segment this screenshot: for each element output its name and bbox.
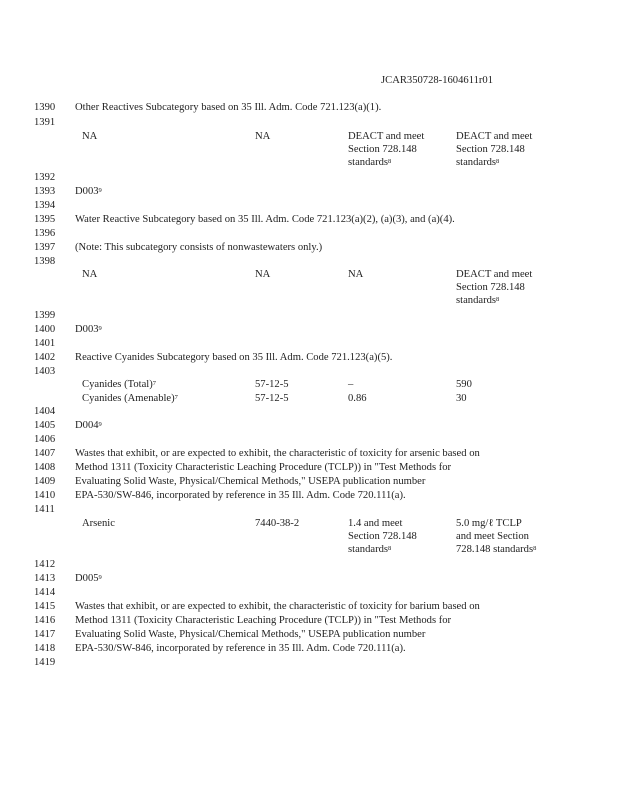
line-number: 1406 (34, 434, 56, 445)
paragraph-line: EPA-530/SW-846, incorporated by reference in 35 Ill. Adm. Code 720.111(a). (75, 490, 406, 501)
paragraph-line: Wastes that exhibit, or are expected to exhibit, the characteristic of toxicity for barium based on (75, 601, 480, 612)
line-number: 1397 (34, 242, 56, 253)
line-number: 1393 (34, 186, 56, 197)
table-cell: Arsenic (82, 518, 115, 529)
line-number: 1416 (34, 615, 56, 626)
line-number: 1403 (34, 366, 56, 377)
line-number: 1392 (34, 172, 56, 183)
waste-code: $D003^9$ (75, 186, 102, 197)
line-number: 1408 (34, 462, 56, 473)
table-cell: NA (348, 269, 364, 280)
line-number: 1400 (34, 324, 56, 335)
table-cell: 0.86 (348, 393, 367, 404)
line-number: 1399 (34, 310, 56, 321)
line-number: 1419 (34, 657, 56, 668)
line-number: 1412 (34, 559, 56, 570)
section-heading: Reactive Cyanides Subcategory based on 35 Ill. Adm. Code 721.123(a)(5). (75, 352, 393, 363)
waste-code: $D005^9$ (75, 573, 102, 584)
table-cell: NA (82, 269, 98, 280)
line-number: 1413 (34, 573, 56, 584)
waste-code: $D004^9$ (75, 420, 102, 431)
table-cell: – (348, 379, 354, 390)
line-number: 1415 (34, 601, 56, 612)
line-number: 1401 (34, 338, 56, 349)
line-number: 1395 (34, 214, 56, 225)
table-cell: Cyanides (Total)$^7$ (82, 379, 156, 390)
table-cell: 1.4 and meet Section 728.148 standards$^8$ (348, 518, 417, 555)
table-cell: NA (255, 131, 271, 142)
line-number: 1396 (34, 228, 56, 239)
line-number: 1404 (34, 406, 56, 417)
line-number: 1405 (34, 420, 56, 431)
line-number: 1398 (34, 256, 56, 267)
table-cell: 5.0 mg/ℓ TCLP and meet Section 728.148 standards$^8$ (456, 518, 537, 555)
waste-code: $D003^9$ (75, 324, 102, 335)
paragraph-line: Evaluating Solid Waste, Physical/Chemical Methods," USEPA publication number (75, 476, 426, 487)
line-number: 1411 (34, 504, 55, 515)
table-cell: 57-12-5 (255, 393, 289, 404)
line-number: 1414 (34, 587, 56, 598)
table-cell: NA (255, 269, 271, 280)
line-number: 1391 (34, 117, 56, 128)
line-number: 1402 (34, 352, 56, 363)
line-number: 1417 (34, 629, 56, 640)
paragraph-line: EPA-530/SW-846, incorporated by reference in 35 Ill. Adm. Code 720.111(a). (75, 643, 406, 654)
line-number: 1418 (34, 643, 56, 654)
table-cell: 57-12-5 (255, 379, 289, 390)
table-cell: DEACT and meet Section 728.148 standards$^8$ (456, 131, 533, 168)
paragraph-line: Method 1311 (Toxicity Characteristic Leaching Procedure (TCLP)) in "Test Methods for (75, 462, 452, 473)
line-number: 1394 (34, 200, 56, 211)
line-number: 1409 (34, 476, 56, 487)
line-number: 1410 (34, 490, 56, 501)
table-cell: 590 (456, 379, 472, 390)
table-cell: 7440-38-2 (255, 518, 300, 529)
section-heading: Water Reactive Subcategory based on 35 Ill. Adm. Code 721.123(a)(2), (a)(3), and (a)(4). (75, 214, 455, 225)
table-cell: DEACT and meet Section 728.148 standards$^8$ (456, 269, 533, 306)
paragraph-line: Evaluating Solid Waste, Physical/Chemical Methods," USEPA publication number (75, 629, 426, 640)
paragraph-line: Method 1311 (Toxicity Characteristic Leaching Procedure (TCLP)) in "Test Methods for (75, 615, 452, 626)
line-number: 1390 (34, 102, 56, 113)
table-cell: NA (82, 131, 98, 142)
table-cell: DEACT and meet Section 728.148 standards$^8$ (348, 131, 425, 168)
table-cell: 30 (456, 393, 467, 404)
table-cell: Cyanides (Amenable)$^7$ (82, 393, 178, 404)
section-note: (Note: This subcategory consists of nonwastewaters only.) (75, 242, 323, 253)
section-heading: Other Reactives Subcategory based on 35 Ill. Adm. Code 721.123(a)(1). (75, 102, 382, 113)
line-number: 1407 (34, 448, 56, 459)
paragraph-line: Wastes that exhibit, or are expected to exhibit, the characteristic of toxicity for arsenic based on (75, 448, 480, 459)
document-id: JCAR350728-1604611r01 (381, 75, 494, 86)
